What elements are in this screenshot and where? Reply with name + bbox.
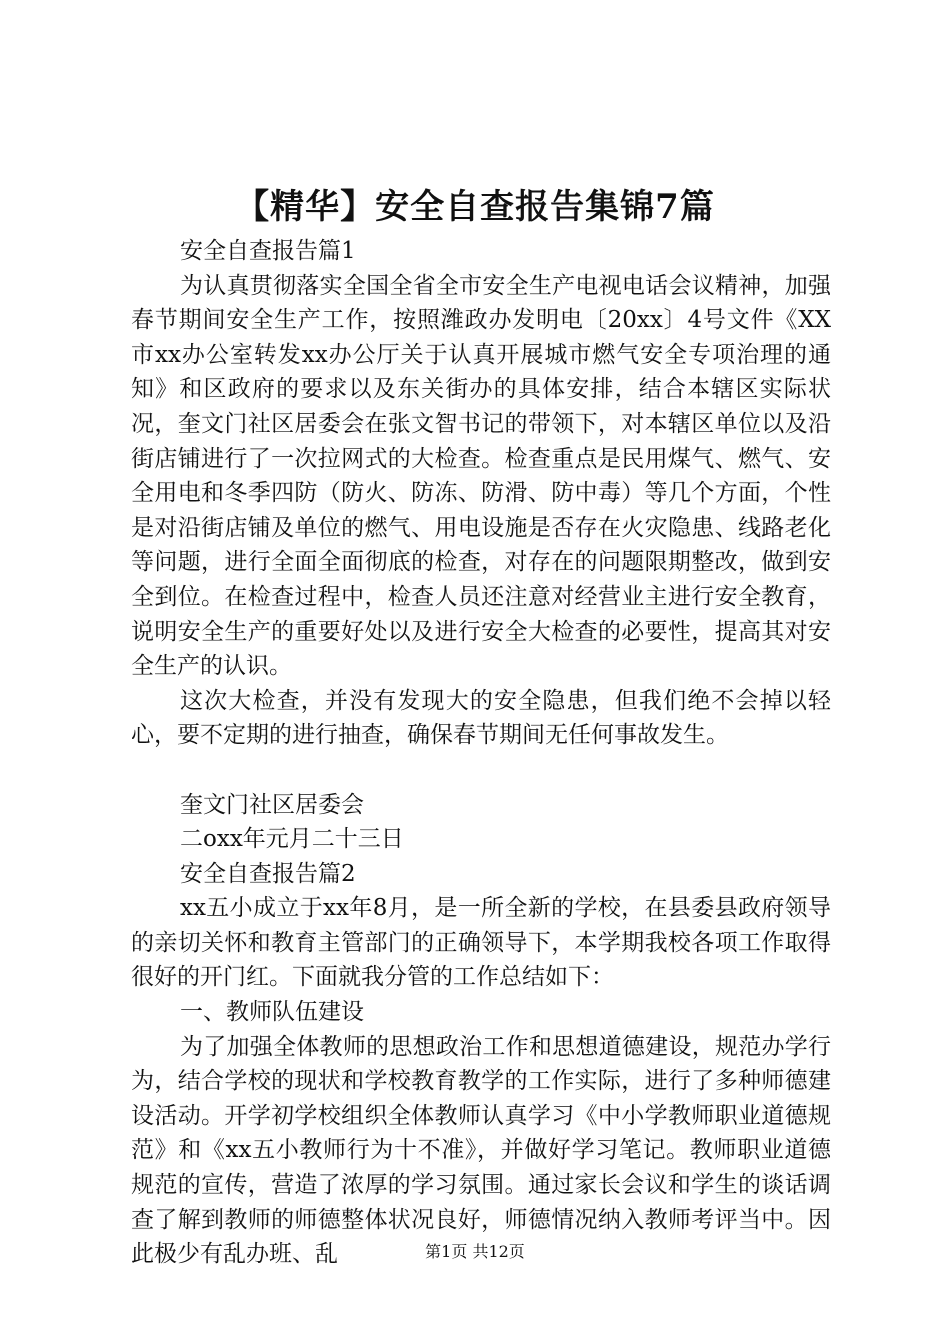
body-paragraph: 这次大检查，并没有发现大的安全隐患，但我们绝不会掉以轻心，要不定期的进行抽查，确保春节期间无任何事故发生。	[131, 687, 831, 749]
body-paragraph: 为了加强全体教师的思想政治工作和思想道德建设，规范办学行为，结合学校的现状和学校教育教学的工作实际，进行了多种师德建设活动。开学初学校组织全体教师认真学习《中小学教师职业道德规范》和《xx五小教师行为十不准》，并做好学习笔记。教师职业道德规范的宣传，营造了浓厚的学习氛围。通过家长会议和学生的谈话调查了解到教师的师德整体状况良好，师德情况纳入教师考评当中。因此极少有乱办班、乱	[131, 1033, 831, 1268]
body-paragraph: xx五小成立于xx年8月，是一所全新的学校，在县委县政府领导的亲切关怀和教育主管部门的正确领导下，本学期我校各项工作取得很好的开门红。下面就我分管的工作总结如下：	[131, 895, 831, 991]
signature-date: 二oxx年元月二十三日	[180, 826, 404, 853]
section-heading: 安全自查报告篇1	[180, 238, 356, 264]
subsection-heading: 一、教师队伍建设	[180, 999, 364, 1026]
signature-organization: 奎文门社区居委会	[180, 791, 364, 818]
document-title: 【精华】安全自查报告集锦7篇	[235, 187, 715, 227]
page-footer: 第1页 共12页	[425, 1242, 525, 1261]
body-paragraph: 为认真贯彻落实全国全省全市安全生产电视电话会议精神，加强春节期间安全生产工作，按照潍政办发明电〔20xx〕4号文件《XX市xx办公室转发xx办公厅关于认真开展城市燃气安全专项治理的通知》和区政府的要求以及东关街办的具体安排，结合本辖区实际状况，奎文门社区居委会在张文智书记的带领下，对本辖区单位以及沿街店铺进行了一次拉网式的大检查。检查重点是民用煤气、燃气、安全用电和冬季四防（防火、防冻、防滑、防中毒）等几个方面，个性是对沿街店铺及单位的燃气、用电设施是否存在火灾隐患、线路老化等问题，进行全面全面彻底的检查，对存在的问题限期整改，做到安全到位。在检查过程中，检查人员还注意对经营业主进行安全教育，说明安全生产的重要好处以及进行安全大检查的必要性，提高其对安全生产的认识。	[131, 272, 831, 680]
section-heading: 安全自查报告篇2	[180, 860, 356, 887]
paragraph-spacer	[131, 753, 831, 788]
document-body	[131, 234, 831, 1272]
